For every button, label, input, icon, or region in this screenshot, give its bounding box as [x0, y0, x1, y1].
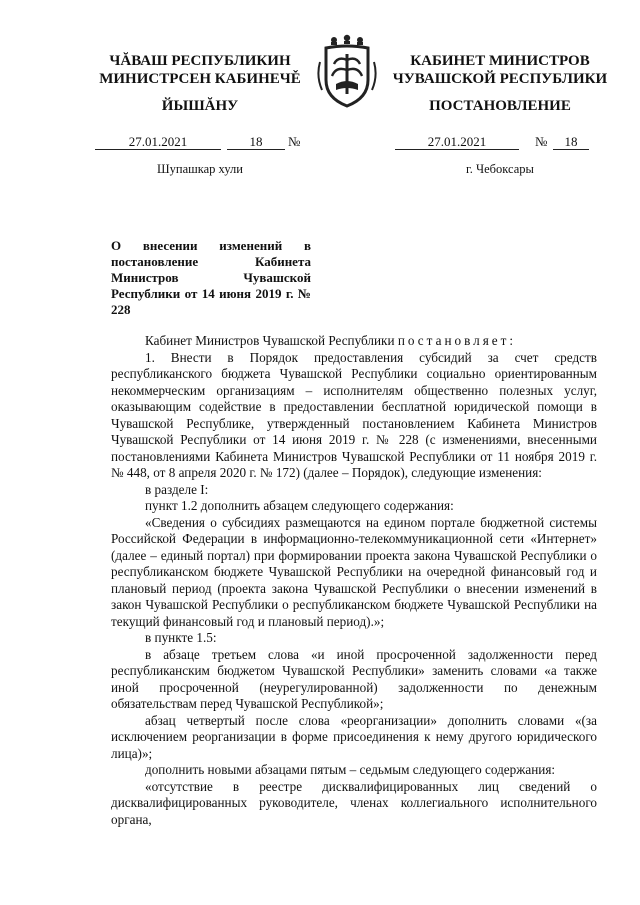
doctype-right: ПОСТАНОВЛЕНИЕ [429, 98, 571, 114]
date-line-left [95, 134, 305, 150]
document-subject: О внесении изменений в постановление Кабинета Министров Чувашской Республики от 14 июня 2019 г. № 228 [111, 238, 311, 317]
body-paragraph: пункт 1.2 дополнить абзацем следующего содержания: [145, 498, 454, 513]
intro-paragraph [111, 333, 597, 350]
document-body [111, 333, 597, 828]
number-sign-right: № [535, 134, 548, 149]
city-right: г. Чебоксары [466, 162, 534, 176]
header-right-line1: КАБИНЕТ МИНИСТРОВ [410, 53, 590, 69]
doctype-left: ЙЫШĂНУ [161, 98, 239, 114]
city-left: Шупашкар хули [157, 162, 243, 176]
date-left: 27.01.2021 [95, 134, 221, 150]
header-right-line2: ЧУВАШСКОЙ РЕСПУБЛИКИ [392, 71, 608, 87]
body-paragraph: 1. Внести в Порядок предоставления субсидий за счет средств республиканского бюджета Чувашской Республики социально ориентированным некоммерческим организациям – исполнителям общественно полезных услуг, оказывающим содействие в предоставлении бесплатной юридической помощи в Чувашской Республике, утвержденный постановлением Кабинета Министров Чувашской Республики от 14 июня 2019 г. № 228 (с изменениями, внесенными постановлениями Кабинета Министров Чувашской Республики от 11 ноября 2019 г. № 448, от 8 апреля 2020 г. № 172) (далее – Порядок), следующие изменения: [111, 349, 597, 480]
header-right-org [385, 52, 615, 88]
body-paragraph: дополнить новыми абзацами пятым – седьмым следующего содержания: [145, 762, 556, 777]
body-paragraph: «отсутствие в реестре дисквалифицированных лиц сведений о дисквалифицированных руководителе, членах коллегиального исполнительного органа, [111, 778, 597, 827]
number-left: 18 [227, 134, 285, 150]
intro-verb: постановляет: [397, 333, 517, 348]
intro-prefix: Кабинет Министров Чувашской Республики [145, 333, 395, 348]
header-left-org [95, 52, 305, 88]
number-sign-left: № [288, 134, 301, 149]
date-line-right [385, 134, 615, 150]
body-paragraph: в абзаце третьем слова «и иной просроченной задолженности перед республиканским бюджетом Чувашской Республики» заменить словами «а также иной просроченной (неурегулированной) задолженности по денежным обязательствам перед Чувашской Республикой»; [111, 646, 597, 711]
header-left-line2: МИНИСТРСЕН КАБИНЕЧĚ [99, 71, 301, 87]
body-paragraph: абзац четвертый после слова «реорганизации» дополнить словами «(за исключением реорганизации в форме присоединения к нему другого юридического лица)»; [111, 712, 597, 761]
date-right: 27.01.2021 [395, 134, 519, 150]
number-right: 18 [553, 134, 589, 150]
header-left-line1: ЧĂВАШ РЕСПУБЛИКИН [109, 53, 291, 69]
body-paragraph: в пункте 1.5: [145, 630, 217, 645]
body-paragraph: в разделе I: [145, 481, 209, 497]
chuvash-coat-of-arms-icon [316, 32, 378, 112]
body-paragraph: «Сведения о субсидиях размещаются на едином портале бюджетной системы Российской Федерации в информационно-телекоммуникационной сети «Интернет» (далее – единый портал) при формировании проекта закона Чувашской Республики о республиканском бюджете Чувашской Республики на очередной финансовый год и плановый период (проекта закона Чувашской Республики о внесении изменений в закон Чувашской Республики о республиканском бюджете Чувашской Республики на текущий финансовый год и плановый период).»; [111, 514, 597, 629]
